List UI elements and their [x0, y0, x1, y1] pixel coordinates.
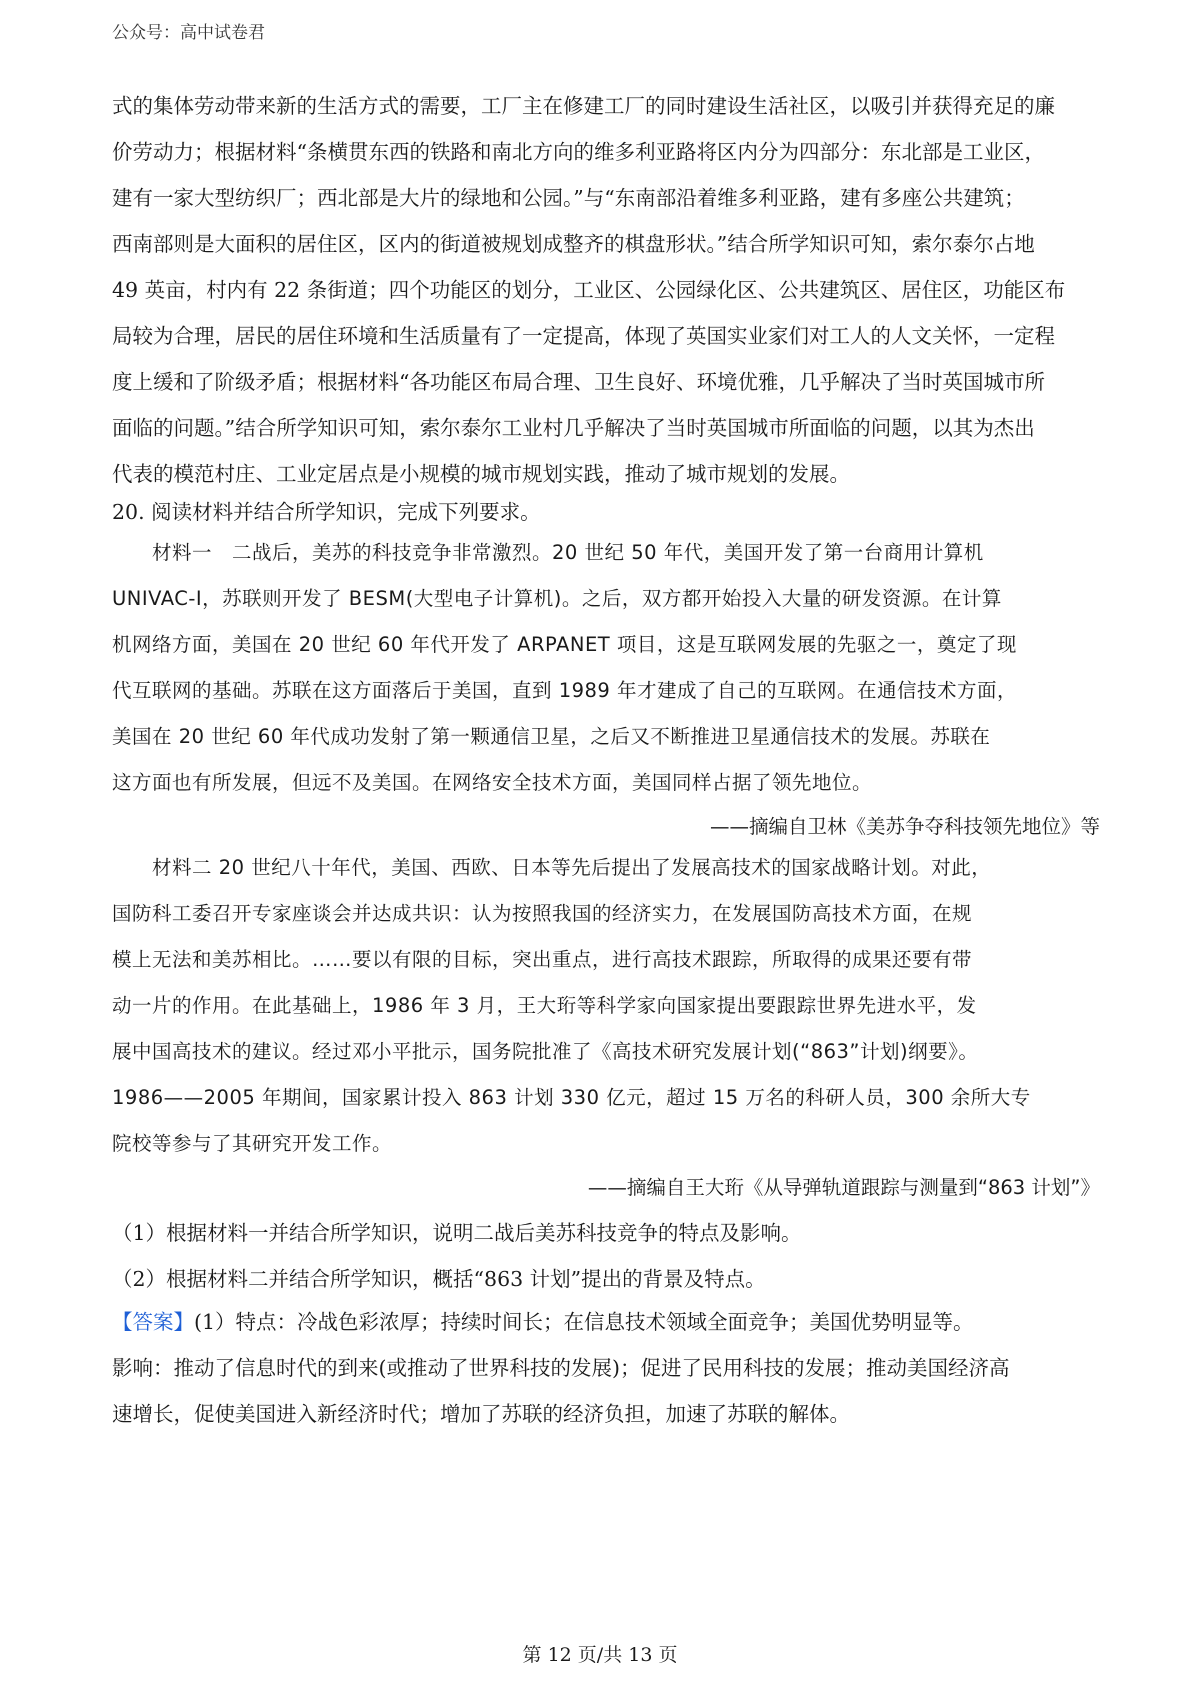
sub-question-1: （1）根据材料一并结合所学知识，说明二战后美苏科技竞争的特点及影响。 [112, 1221, 802, 1245]
question-title: 20. 阅读材料并结合所学知识，完成下列要求。 [112, 500, 541, 524]
material-line: 这方面也有所发展，但远不及美国。在网络安全技术方面，美国同样占据了领先地位。 [112, 771, 873, 794]
material-line: 材料二 20 世纪八十年代，美国、西欧、日本等先后提出了发展高技术的国家战略计划。对此， [112, 856, 992, 879]
page-number: 第 12 页/共 13 页 [522, 1644, 678, 1666]
material-line: 1986——2005 年期间，国家累计投入 863 计划 330 亿元，超过 15 万名的科研人员，300 余所大专 [112, 1086, 1031, 1109]
material-line: 展中国高技术的建议。经过邓小平批示，国务院批准了《高技术研究发展计划(“863”计划)纲要》。 [112, 1040, 979, 1063]
answer-tag: 【答案】 [112, 1310, 194, 1334]
answer-line-3: 速增长，促使美国进入新经济时代；增加了苏联的经济负担，加速了苏联的解体。 [112, 1402, 850, 1426]
intro-paragraph [112, 83, 1100, 497]
text-line: 价劳动力；根据材料“条横贯东西的铁路和南北方向的维多利亚路将区内分为四部分：东北部是工业区， [112, 140, 1045, 164]
text-line: 度上缓和了阶级矛盾；根据材料“各功能区布局合理、卫生良好、环境优雅，几乎解决了当时英国城市所 [112, 370, 1045, 394]
text-line: 西南部则是大面积的居住区，区内的街道被规划成整齐的棋盘形状。”结合所学知识可知，索尔泰尔占地 [112, 232, 1035, 256]
material-line: UNIVAC-I，苏联则开发了 BESM(大型电子计算机)。之后，双方都开始投入大量的研发资源。在计算 [112, 587, 1002, 610]
sub-question-2: （2）根据材料二并结合所学知识，概括“863 计划”提出的背景及特点。 [112, 1267, 766, 1291]
material-line: 动一片的作用。在此基础上，1986 年 3 月，王大珩等科学家向国家提出要跟踪世界先进水平，发 [112, 994, 977, 1017]
header-source: 公众号：高中试卷君 [112, 23, 265, 43]
text-line: 面临的问题。”结合所学知识可知，索尔泰尔工业村几乎解决了当时英国城市所面临的问题，以其为杰出 [112, 416, 1035, 440]
text-line: 建有一家大型纺织厂；西北部是大片的绿地和公园。”与“东南部沿着维多利亚路，建有多座公共建筑； [112, 186, 1025, 210]
material-line: 院校等参与了其研究开发工作。 [112, 1132, 393, 1155]
material-one [112, 530, 1032, 806]
material-line: 材料一 二战后，美苏的科技竞争非常激烈。20 世纪 50 年代，美国开发了第一台商用计算机 [112, 541, 984, 564]
material-line: 美国在 20 世纪 60 年代成功发射了第一颗通信卫星，之后又不断推进卫星通信技术的发展。苏联在 [112, 725, 991, 748]
text-line: 式的集体劳动带来新的生活方式的需要，工厂主在修建工厂的同时建设生活社区，以吸引并获得充足的廉 [112, 94, 1055, 118]
material-two [112, 845, 1032, 1167]
text-line: 代表的模范村庄、工业定居点是小规模的城市规划实践，推动了城市规划的发展。 [112, 462, 850, 486]
text-line: 局较为合理，居民的居住环境和生活质量有了一定提高，体现了英国实业家们对工人的人文关怀，一定程 [112, 324, 1055, 348]
material-two-source: ——摘编自王大珩《从导弹轨道跟踪与测量到“863 计划”》 [587, 1176, 1100, 1199]
text-line: 49 英亩，村内有 22 条街道；四个功能区的划分，工业区、公园绿化区、公共建筑区、居住区，功能区布 [112, 278, 1066, 302]
material-line: 模上无法和美苏相比。……要以有限的目标，突出重点，进行高技术跟踪，所取得的成果还要有带 [112, 948, 973, 971]
material-line: 国防科工委召开专家座谈会并达成共识：认为按照我国的经济实力，在发展国防高技术方面，在规 [112, 902, 973, 925]
answer-text: (1）特点：冷战色彩浓厚；持续时间长；在信息技术领域全面竞争；美国优势明显等。 [194, 1310, 974, 1334]
material-line: 机网络方面，美国在 20 世纪 60 年代开发了 ARPANET 项目，这是互联网发展的先驱之一，奠定了现 [112, 633, 1017, 656]
answer-line-1 [112, 1305, 974, 1335]
material-one-source: ——摘编自卫林《美苏争夺科技领先地位》等 [709, 815, 1100, 838]
material-line: 代互联网的基础。苏联在这方面落后于美国，直到 1989 年才建成了自己的互联网。在通信技术方面， [112, 679, 1018, 702]
answer-line-2: 影响：推动了信息时代的到来(或推动了世界科技的发展)；促进了民用科技的发展；推动美国经济高 [112, 1356, 1010, 1380]
